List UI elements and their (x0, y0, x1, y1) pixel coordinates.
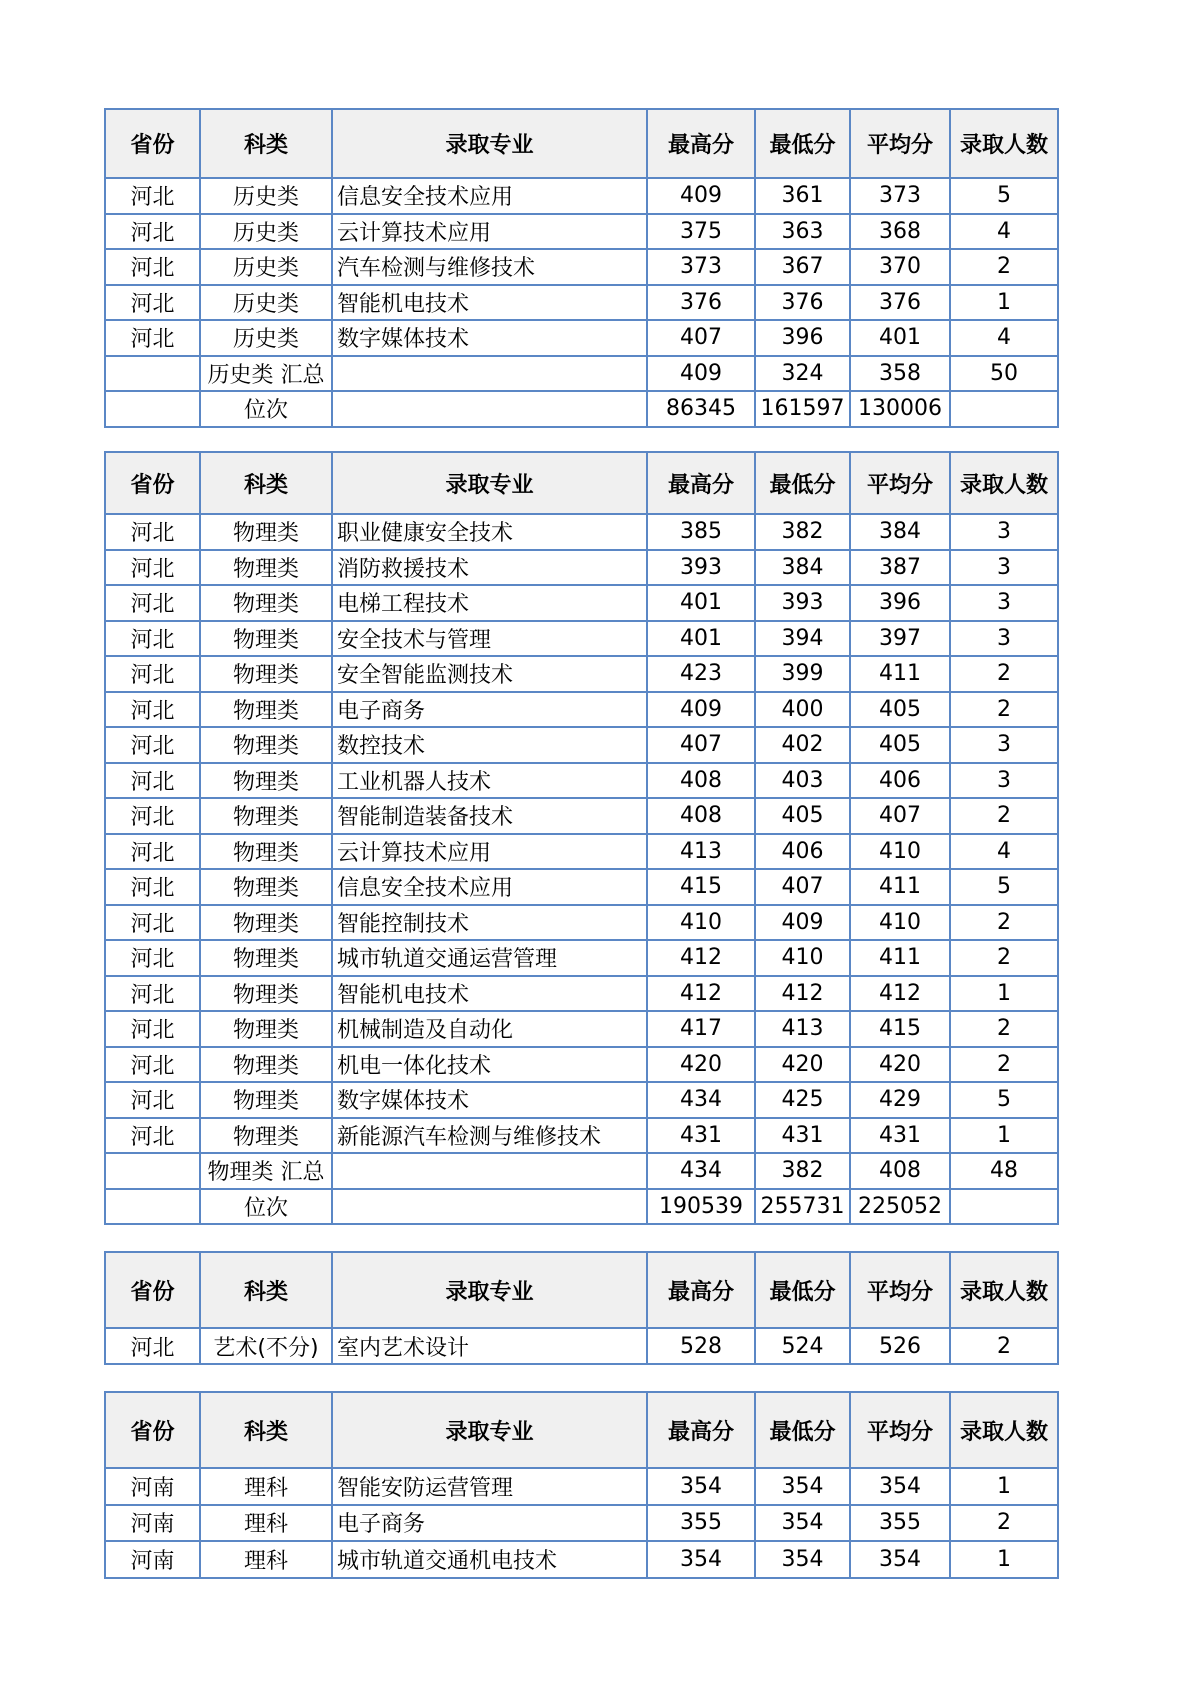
admitted-count-cell: 3 (950, 763, 1058, 799)
avg-score-cell: 412 (850, 976, 950, 1012)
avg-score-cell: 410 (850, 834, 950, 870)
table-row (105, 214, 1058, 250)
major-cell: 新能源汽车检测与维修技术 (332, 1118, 647, 1154)
max-score-cell: 408 (647, 798, 755, 834)
admitted-count-cell: 4 (950, 214, 1058, 250)
category-cell: 物理类 (200, 834, 332, 870)
max-score-cell: 412 (647, 940, 755, 976)
province-cell: 河北 (105, 585, 200, 621)
major-cell: 云计算技术应用 (332, 834, 647, 870)
admitted-count-cell: 3 (950, 550, 1058, 586)
table-row (105, 585, 1058, 621)
min-score-cell: 420 (755, 1047, 850, 1083)
admitted-count-cell: 2 (950, 905, 1058, 941)
min-score-cell: 384 (755, 550, 850, 586)
category-cell: 物理类 (200, 550, 332, 586)
max-score-cell: 190539 (647, 1189, 755, 1225)
major-cell: 智能控制技术 (332, 905, 647, 941)
category-cell: 历史类 (200, 285, 332, 321)
max-score-cell: 409 (647, 692, 755, 728)
avg-score-cell: 373 (850, 178, 950, 214)
avg-score-cell: 354 (850, 1541, 950, 1578)
avg-score-cell: 370 (850, 249, 950, 285)
major-cell (332, 391, 647, 427)
province-cell: 河北 (105, 249, 200, 285)
province-cell: 河北 (105, 514, 200, 550)
category-cell: 物理类 (200, 621, 332, 657)
max-score-cell: 409 (647, 356, 755, 392)
major-cell: 电子商务 (332, 692, 647, 728)
table-row (105, 514, 1058, 550)
summary-row (105, 1153, 1058, 1189)
admitted-count-cell: 2 (950, 1047, 1058, 1083)
header-avg-score: 平均分 (850, 1392, 950, 1468)
avg-score-cell: 376 (850, 285, 950, 321)
major-cell: 机电一体化技术 (332, 1047, 647, 1083)
admission-table-history (104, 108, 1059, 428)
admitted-count-cell: 5 (950, 869, 1058, 905)
max-score-cell: 409 (647, 178, 755, 214)
avg-score-cell: 384 (850, 514, 950, 550)
category-cell: 物理类 (200, 585, 332, 621)
min-score-cell: 412 (755, 976, 850, 1012)
header-province: 省份 (105, 1392, 200, 1468)
admitted-count-cell: 1 (950, 1468, 1058, 1505)
table-row (105, 798, 1058, 834)
province-cell: 河北 (105, 214, 200, 250)
major-cell: 城市轨道交通机电技术 (332, 1541, 647, 1578)
category-cell: 历史类 (200, 214, 332, 250)
rank-row (105, 1189, 1058, 1225)
table-row (105, 1541, 1058, 1578)
admission-table-art (104, 1251, 1059, 1365)
table-row (105, 249, 1058, 285)
table-row (105, 976, 1058, 1012)
max-score-cell: 415 (647, 869, 755, 905)
max-score-cell: 354 (647, 1541, 755, 1578)
province-cell (105, 356, 200, 392)
table-row (105, 869, 1058, 905)
header-avg-score: 平均分 (850, 109, 950, 178)
header-admitted-count: 录取人数 (950, 1252, 1058, 1328)
table-row (105, 1505, 1058, 1542)
category-cell: 物理类 (200, 940, 332, 976)
province-cell: 河北 (105, 1011, 200, 1047)
max-score-cell: 393 (647, 550, 755, 586)
major-cell: 信息安全技术应用 (332, 178, 647, 214)
category-cell: 物理类 (200, 1082, 332, 1118)
category-cell: 位次 (200, 391, 332, 427)
province-cell: 河北 (105, 763, 200, 799)
table-header-row (105, 109, 1058, 178)
province-cell (105, 391, 200, 427)
category-cell: 物理类 (200, 1011, 332, 1047)
min-score-cell: 161597 (755, 391, 850, 427)
category-cell: 理科 (200, 1541, 332, 1578)
category-cell: 物理类 (200, 656, 332, 692)
avg-score-cell: 406 (850, 763, 950, 799)
header-admitted-count: 录取人数 (950, 109, 1058, 178)
max-score-cell: 413 (647, 834, 755, 870)
admitted-count-cell: 3 (950, 585, 1058, 621)
major-cell: 智能制造装备技术 (332, 798, 647, 834)
min-score-cell: 410 (755, 940, 850, 976)
province-cell: 河南 (105, 1541, 200, 1578)
major-cell (332, 1189, 647, 1225)
avg-score-cell: 407 (850, 798, 950, 834)
major-cell: 智能机电技术 (332, 976, 647, 1012)
province-cell: 河北 (105, 178, 200, 214)
category-cell: 艺术(不分) (200, 1328, 332, 1364)
table-row (105, 763, 1058, 799)
min-score-cell: 407 (755, 869, 850, 905)
province-cell: 河北 (105, 1328, 200, 1364)
max-score-cell: 434 (647, 1153, 755, 1189)
header-max-score: 最高分 (647, 109, 755, 178)
max-score-cell: 354 (647, 1468, 755, 1505)
table-row (105, 1468, 1058, 1505)
table-header-row (105, 1392, 1058, 1468)
avg-score-cell: 130006 (850, 391, 950, 427)
province-cell: 河北 (105, 798, 200, 834)
province-cell (105, 1189, 200, 1225)
min-score-cell: 400 (755, 692, 850, 728)
max-score-cell: 408 (647, 763, 755, 799)
header-major: 录取专业 (332, 1252, 647, 1328)
avg-score-cell: 431 (850, 1118, 950, 1154)
admitted-count-cell: 2 (950, 1505, 1058, 1542)
major-cell: 消防救援技术 (332, 550, 647, 586)
admitted-count-cell (950, 391, 1058, 427)
max-score-cell: 407 (647, 320, 755, 356)
avg-score-cell: 411 (850, 656, 950, 692)
max-score-cell: 355 (647, 1505, 755, 1542)
admitted-count-cell: 2 (950, 656, 1058, 692)
table-row (105, 550, 1058, 586)
category-cell: 理科 (200, 1505, 332, 1542)
admitted-count-cell: 2 (950, 249, 1058, 285)
min-score-cell: 354 (755, 1468, 850, 1505)
avg-score-cell: 526 (850, 1328, 950, 1364)
avg-score-cell: 355 (850, 1505, 950, 1542)
header-category: 科类 (200, 452, 332, 514)
max-score-cell: 423 (647, 656, 755, 692)
min-score-cell: 403 (755, 763, 850, 799)
province-cell (105, 1153, 200, 1189)
major-cell: 信息安全技术应用 (332, 869, 647, 905)
avg-score-cell: 405 (850, 692, 950, 728)
major-cell (332, 1153, 647, 1189)
category-cell: 物理类 (200, 976, 332, 1012)
major-cell: 智能安防运营管理 (332, 1468, 647, 1505)
major-cell: 安全技术与管理 (332, 621, 647, 657)
province-cell: 河北 (105, 320, 200, 356)
header-min-score: 最低分 (755, 1392, 850, 1468)
avg-score-cell: 415 (850, 1011, 950, 1047)
header-min-score: 最低分 (755, 452, 850, 514)
min-score-cell: 425 (755, 1082, 850, 1118)
min-score-cell: 376 (755, 285, 850, 321)
header-min-score: 最低分 (755, 1252, 850, 1328)
min-score-cell: 394 (755, 621, 850, 657)
max-score-cell: 86345 (647, 391, 755, 427)
min-score-cell: 396 (755, 320, 850, 356)
max-score-cell: 407 (647, 727, 755, 763)
admitted-count-cell: 1 (950, 1118, 1058, 1154)
category-cell: 物理类 (200, 798, 332, 834)
header-admitted-count: 录取人数 (950, 452, 1058, 514)
table-row (105, 834, 1058, 870)
header-avg-score: 平均分 (850, 1252, 950, 1328)
province-cell: 河南 (105, 1505, 200, 1542)
avg-score-cell: 405 (850, 727, 950, 763)
avg-score-cell: 420 (850, 1047, 950, 1083)
admitted-count-cell: 2 (950, 1011, 1058, 1047)
avg-score-cell: 429 (850, 1082, 950, 1118)
min-score-cell: 402 (755, 727, 850, 763)
max-score-cell: 375 (647, 214, 755, 250)
min-score-cell: 524 (755, 1328, 850, 1364)
admission-table-henan-science (104, 1391, 1059, 1579)
province-cell: 河北 (105, 940, 200, 976)
category-cell: 物理类 (200, 763, 332, 799)
major-cell: 室内艺术设计 (332, 1328, 647, 1364)
admitted-count-cell: 3 (950, 727, 1058, 763)
table-row (105, 692, 1058, 728)
max-score-cell: 410 (647, 905, 755, 941)
admitted-count-cell: 5 (950, 1082, 1058, 1118)
header-max-score: 最高分 (647, 452, 755, 514)
admitted-count-cell: 3 (950, 621, 1058, 657)
category-cell: 物理类 (200, 1118, 332, 1154)
min-score-cell: 393 (755, 585, 850, 621)
header-major: 录取专业 (332, 109, 647, 178)
province-cell: 河北 (105, 692, 200, 728)
rank-row (105, 391, 1058, 427)
category-cell: 物理类 (200, 514, 332, 550)
max-score-cell: 376 (647, 285, 755, 321)
category-cell: 物理类 (200, 692, 332, 728)
table-row (105, 621, 1058, 657)
table-row (105, 320, 1058, 356)
avg-score-cell: 408 (850, 1153, 950, 1189)
major-cell: 工业机器人技术 (332, 763, 647, 799)
category-cell: 物理类 (200, 727, 332, 763)
admitted-count-cell: 50 (950, 356, 1058, 392)
admitted-count-cell: 2 (950, 692, 1058, 728)
header-max-score: 最高分 (647, 1252, 755, 1328)
province-cell: 河北 (105, 869, 200, 905)
province-cell: 河北 (105, 656, 200, 692)
category-cell: 位次 (200, 1189, 332, 1225)
min-score-cell: 324 (755, 356, 850, 392)
table-row (105, 1328, 1058, 1364)
min-score-cell: 367 (755, 249, 850, 285)
table-row (105, 285, 1058, 321)
admitted-count-cell: 2 (950, 798, 1058, 834)
major-cell: 数字媒体技术 (332, 320, 647, 356)
max-score-cell: 528 (647, 1328, 755, 1364)
min-score-cell: 354 (755, 1541, 850, 1578)
max-score-cell: 401 (647, 585, 755, 621)
province-cell: 河南 (105, 1468, 200, 1505)
min-score-cell: 409 (755, 905, 850, 941)
admitted-count-cell: 48 (950, 1153, 1058, 1189)
table-row (105, 727, 1058, 763)
min-score-cell: 255731 (755, 1189, 850, 1225)
table-row (105, 656, 1058, 692)
table-header-row (105, 452, 1058, 514)
table-row (105, 905, 1058, 941)
table-row (105, 178, 1058, 214)
min-score-cell: 406 (755, 834, 850, 870)
min-score-cell: 413 (755, 1011, 850, 1047)
min-score-cell: 354 (755, 1505, 850, 1542)
avg-score-cell: 411 (850, 940, 950, 976)
min-score-cell: 361 (755, 178, 850, 214)
header-province: 省份 (105, 1252, 200, 1328)
avg-score-cell: 401 (850, 320, 950, 356)
avg-score-cell: 368 (850, 214, 950, 250)
admission-table-physics (104, 451, 1059, 1225)
major-cell: 安全智能监测技术 (332, 656, 647, 692)
major-cell: 职业健康安全技术 (332, 514, 647, 550)
category-cell: 物理类 汇总 (200, 1153, 332, 1189)
admitted-count-cell: 2 (950, 1328, 1058, 1364)
category-cell: 物理类 (200, 1047, 332, 1083)
category-cell: 物理类 (200, 869, 332, 905)
table-header-row (105, 1252, 1058, 1328)
header-category: 科类 (200, 1252, 332, 1328)
province-cell: 河北 (105, 834, 200, 870)
province-cell: 河北 (105, 727, 200, 763)
summary-row (105, 356, 1058, 392)
max-score-cell: 434 (647, 1082, 755, 1118)
admitted-count-cell: 3 (950, 514, 1058, 550)
max-score-cell: 420 (647, 1047, 755, 1083)
table-row (105, 1118, 1058, 1154)
major-cell: 智能机电技术 (332, 285, 647, 321)
major-cell: 数字媒体技术 (332, 1082, 647, 1118)
province-cell: 河北 (105, 905, 200, 941)
province-cell: 河北 (105, 1047, 200, 1083)
max-score-cell: 385 (647, 514, 755, 550)
min-score-cell: 405 (755, 798, 850, 834)
min-score-cell: 382 (755, 514, 850, 550)
header-category: 科类 (200, 1392, 332, 1468)
max-score-cell: 417 (647, 1011, 755, 1047)
admitted-count-cell: 1 (950, 285, 1058, 321)
avg-score-cell: 410 (850, 905, 950, 941)
category-cell: 物理类 (200, 905, 332, 941)
header-avg-score: 平均分 (850, 452, 950, 514)
header-province: 省份 (105, 452, 200, 514)
header-province: 省份 (105, 109, 200, 178)
admitted-count-cell (950, 1189, 1058, 1225)
province-cell: 河北 (105, 1118, 200, 1154)
admitted-count-cell: 5 (950, 178, 1058, 214)
header-major: 录取专业 (332, 452, 647, 514)
avg-score-cell: 396 (850, 585, 950, 621)
major-cell (332, 356, 647, 392)
major-cell: 云计算技术应用 (332, 214, 647, 250)
avg-score-cell: 225052 (850, 1189, 950, 1225)
province-cell: 河北 (105, 1082, 200, 1118)
header-admitted-count: 录取人数 (950, 1392, 1058, 1468)
province-cell: 河北 (105, 976, 200, 1012)
major-cell: 汽车检测与维修技术 (332, 249, 647, 285)
avg-score-cell: 397 (850, 621, 950, 657)
table-row (105, 1047, 1058, 1083)
category-cell: 历史类 (200, 249, 332, 285)
header-major: 录取专业 (332, 1392, 647, 1468)
major-cell: 电梯工程技术 (332, 585, 647, 621)
category-cell: 理科 (200, 1468, 332, 1505)
header-min-score: 最低分 (755, 109, 850, 178)
min-score-cell: 399 (755, 656, 850, 692)
major-cell: 数控技术 (332, 727, 647, 763)
admitted-count-cell: 4 (950, 834, 1058, 870)
table-row (105, 1082, 1058, 1118)
province-cell: 河北 (105, 285, 200, 321)
table-row (105, 940, 1058, 976)
header-max-score: 最高分 (647, 1392, 755, 1468)
admitted-count-cell: 1 (950, 976, 1058, 1012)
major-cell: 电子商务 (332, 1505, 647, 1542)
min-score-cell: 363 (755, 214, 850, 250)
min-score-cell: 382 (755, 1153, 850, 1189)
header-category: 科类 (200, 109, 332, 178)
max-score-cell: 431 (647, 1118, 755, 1154)
max-score-cell: 401 (647, 621, 755, 657)
category-cell: 历史类 (200, 320, 332, 356)
major-cell: 机械制造及自动化 (332, 1011, 647, 1047)
max-score-cell: 373 (647, 249, 755, 285)
category-cell: 历史类 汇总 (200, 356, 332, 392)
max-score-cell: 412 (647, 976, 755, 1012)
avg-score-cell: 358 (850, 356, 950, 392)
min-score-cell: 431 (755, 1118, 850, 1154)
category-cell: 历史类 (200, 178, 332, 214)
avg-score-cell: 387 (850, 550, 950, 586)
admitted-count-cell: 1 (950, 1541, 1058, 1578)
admitted-count-cell: 4 (950, 320, 1058, 356)
province-cell: 河北 (105, 621, 200, 657)
table-row (105, 1011, 1058, 1047)
major-cell: 城市轨道交通运营管理 (332, 940, 647, 976)
admitted-count-cell: 2 (950, 940, 1058, 976)
avg-score-cell: 354 (850, 1468, 950, 1505)
avg-score-cell: 411 (850, 869, 950, 905)
province-cell: 河北 (105, 550, 200, 586)
